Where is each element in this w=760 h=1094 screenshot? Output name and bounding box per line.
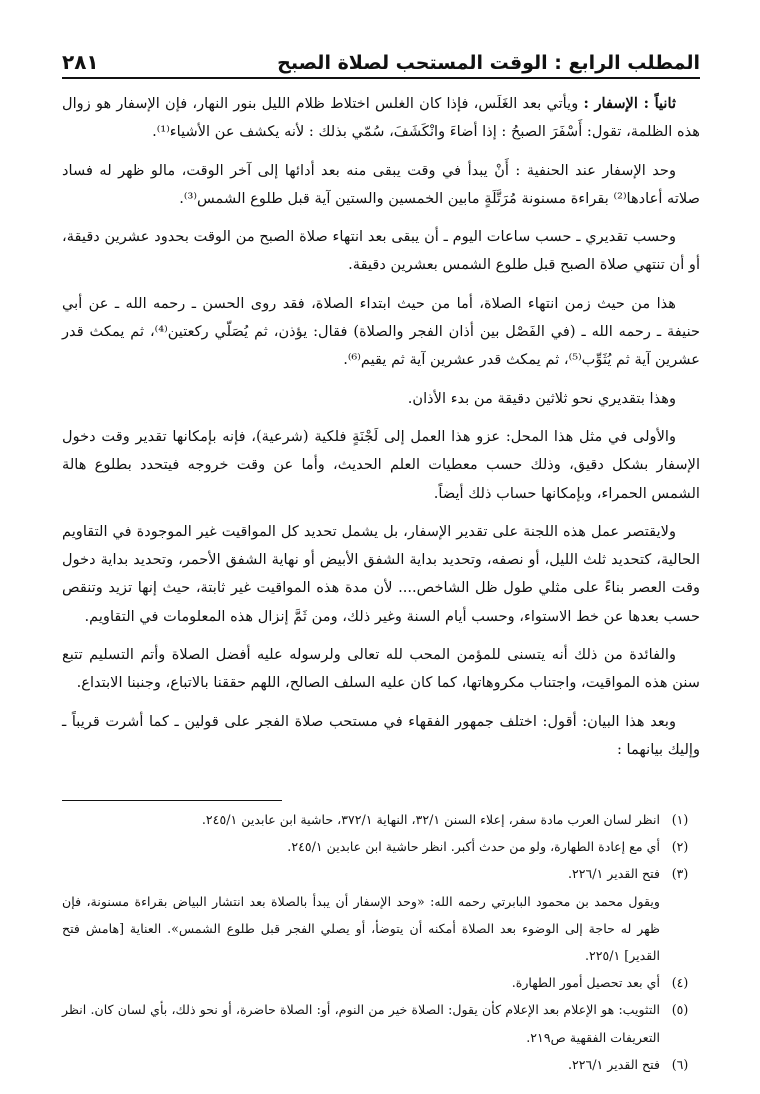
footnote: [62, 996, 700, 1050]
paragraph-text: هذا من حيث زمن انتهاء الصلاة، أما من حيث ابتداء الصلاة، فقد روى الحسن ـ رحمه الله ـ عن أبي حنيفة ـ رحمه الله ـ (في الفَصْل بين أذان الفجر والصلاة) فقال: يؤذن، ثم يُصَلّي ركعتين⁽⁴⁾، ثم يمكث قدر عشرين آية ثم يُثَوِّب⁽⁵⁾، ثم يمكث قدر عشرين آية ثم يقيم⁽⁶⁾.: [62, 294, 700, 369]
section-lead: ثانياً : الإسفار :: [583, 95, 676, 112]
footnote-text: فتح القدير ٢٢٦/١.: [567, 866, 660, 882]
page-number: ٢٨١: [62, 50, 99, 74]
paragraph: [62, 223, 700, 280]
paragraph-text: وهذا بتقديري نحو ثلاثين دقيقة من بدء الأذان.: [407, 389, 676, 407]
footnote-number: (٢): [671, 839, 689, 855]
paragraph: [62, 708, 700, 765]
paragraph-text: ولايقتصر عمل هذه اللجنة على تقدير الإسفار، بل يشمل تحديد كل المواقيت غير الموجودة في التقاويم الحالية، كتحديد ثلث الليل، أو نصفه، وتحديد بداية الشفق الأبيض أو نهاية الشفق الأحمر، وتحديد بداية دخول وقت العصر بناءً على مثلي طول ظل الشاخص.... لأن مدة هذه المواقيت غير ثابتة، حيث إنها تزيد وتنقص حسب بعدها عن خط الاستواء، وحسب أيام السنة وغير ذلك، ومن ثَمَّ إنزال هذه المعلومات في التقاويم.: [62, 522, 700, 625]
footnotes: [62, 806, 700, 1078]
paragraph-text: وبعد هذا البيان: أقول: اختلف جمهور الفقهاء في مستحب صلاة الفجر على قولين ـ كما أشرت قريباً ـ وإليك بيانهما :: [62, 712, 700, 758]
footnote-number: (٣): [671, 866, 689, 882]
footnote-number: (٥): [671, 1002, 689, 1018]
paragraph-text: وحسب تقديري ـ حسب ساعات اليوم ـ أن يبقى بعد انتهاء صلاة الصبح من الوقت بحدود عشرين دقيقة، أو أن تنتهي صلاة الصبح قبل طلوع الشمس بعشرين دقيقة.: [62, 228, 700, 274]
footnote: [62, 969, 700, 996]
footnote: [62, 833, 700, 860]
paragraph-text: وحد الإسفار عند الحنفية : أَنْ يبدأ في وقت يبقى منه بعد أدائها إلى آخر الوقت، مالو ظهر له فساد صلاته أعادها⁽²⁾ بقراءة مسنونة مُرَتَّلَةٍ مابين الخمسين والستين آية قبل طلوع الشمس⁽³⁾.: [62, 161, 700, 207]
paragraph: [62, 90, 700, 147]
running-header: [62, 44, 700, 74]
footnote-text: أي بعد تحصيل أمور الطهارة.: [511, 975, 660, 991]
paragraph-text: ويأتي بعد الغَلَس، فإذا كان الغلس اختلاط ظلام الليل بنور النهار، فإن الإسفار هو زوال هذه الظلمة، تقول: أَسْفَرَ الصبحُ : إذا أضاءَ وانْكَشَفَ، سُمّي بذلك : لأنه يكشف عن الأشياء⁽¹⁾.: [62, 95, 700, 141]
footnote: [62, 806, 700, 833]
footnote: [62, 1051, 700, 1078]
chapter-title: المطلب الرابع : الوقت المستحب لصلاة الصبح: [277, 52, 700, 74]
footnote-text: أي مع إعادة الطهارة، ولو من حدث أكبر. انظر حاشية ابن عابدين ٢٤٥/١.: [287, 839, 660, 855]
paragraph: [62, 518, 700, 631]
footnote-text: انظر لسان العرب مادة سفر، إعلاء السنن ٣٢/١، النهاية ٣٧٢/١، حاشية ابن عابدين ٢٤٥/١.: [201, 812, 660, 827]
footnote-text: التثويب: هو الإعلام بعد الإعلام كأن يقول: الصلاة خير من النوم، أو: الصلاة حاضرة، أو نحو ذلك، بأي لسان كان. انظر التعريفات الفقهية ص٢١٩.: [62, 1002, 660, 1045]
paragraph: [62, 641, 700, 698]
header-rule: [62, 77, 700, 79]
footnote-continuation: ويقول محمد بن محمود البابرتي رحمه الله: «وحد الإسفار أن يبدأ بالصلاة بعد انتشار البياض بقراءة مسنونة، فإن ظهر له حاجة إلى الوضوء بعد الصلاة أمكنه أن يتوضأ، أو يصلي الفجر قبل طلوع الشمس». العناية [هامش فتح القدير] ٢٢٥/١.: [62, 893, 660, 964]
paragraph: [62, 157, 700, 214]
footnote-number: (٤): [671, 975, 689, 991]
footnote: [62, 860, 700, 887]
paragraph: [62, 290, 700, 375]
footnote-number: (١): [671, 812, 689, 827]
main-text: [62, 90, 700, 774]
footnote-rule: [62, 800, 282, 801]
footnote-text: فتح القدير ٢٢٦/١.: [567, 1056, 660, 1072]
footnote-number: (٦): [671, 1056, 689, 1072]
paragraph-text: والفائدة من ذلك أنه يتسنى للمؤمن المحب لله تعالى ولرسوله عليه أفضل الصلاة وأتم التسليم تتبع سنن هذه المواقيت، واجتناب مكروهاتها، كما كان عليه السلف الصالح، اللهم حققنا بالاتباع، وجنبنا الابتداع.: [62, 646, 700, 692]
paragraph: [62, 385, 700, 413]
paragraph: [62, 423, 700, 508]
paragraph-text: والأولى في مثل هذا المحل: عزو هذا العمل إلى لَجْنَةٍ فلكية (شرعية)، فإنه بإمكانها تقدير وقت دخول الإسفار بشكل دقيق، وذلك حسب معطيات العلم الحديث، وأما عن وقت خروجه فيتحدد بطلوع هالة الشمس الحمراء، وبإمكانها حساب ذلك أيضاً.: [62, 427, 700, 502]
